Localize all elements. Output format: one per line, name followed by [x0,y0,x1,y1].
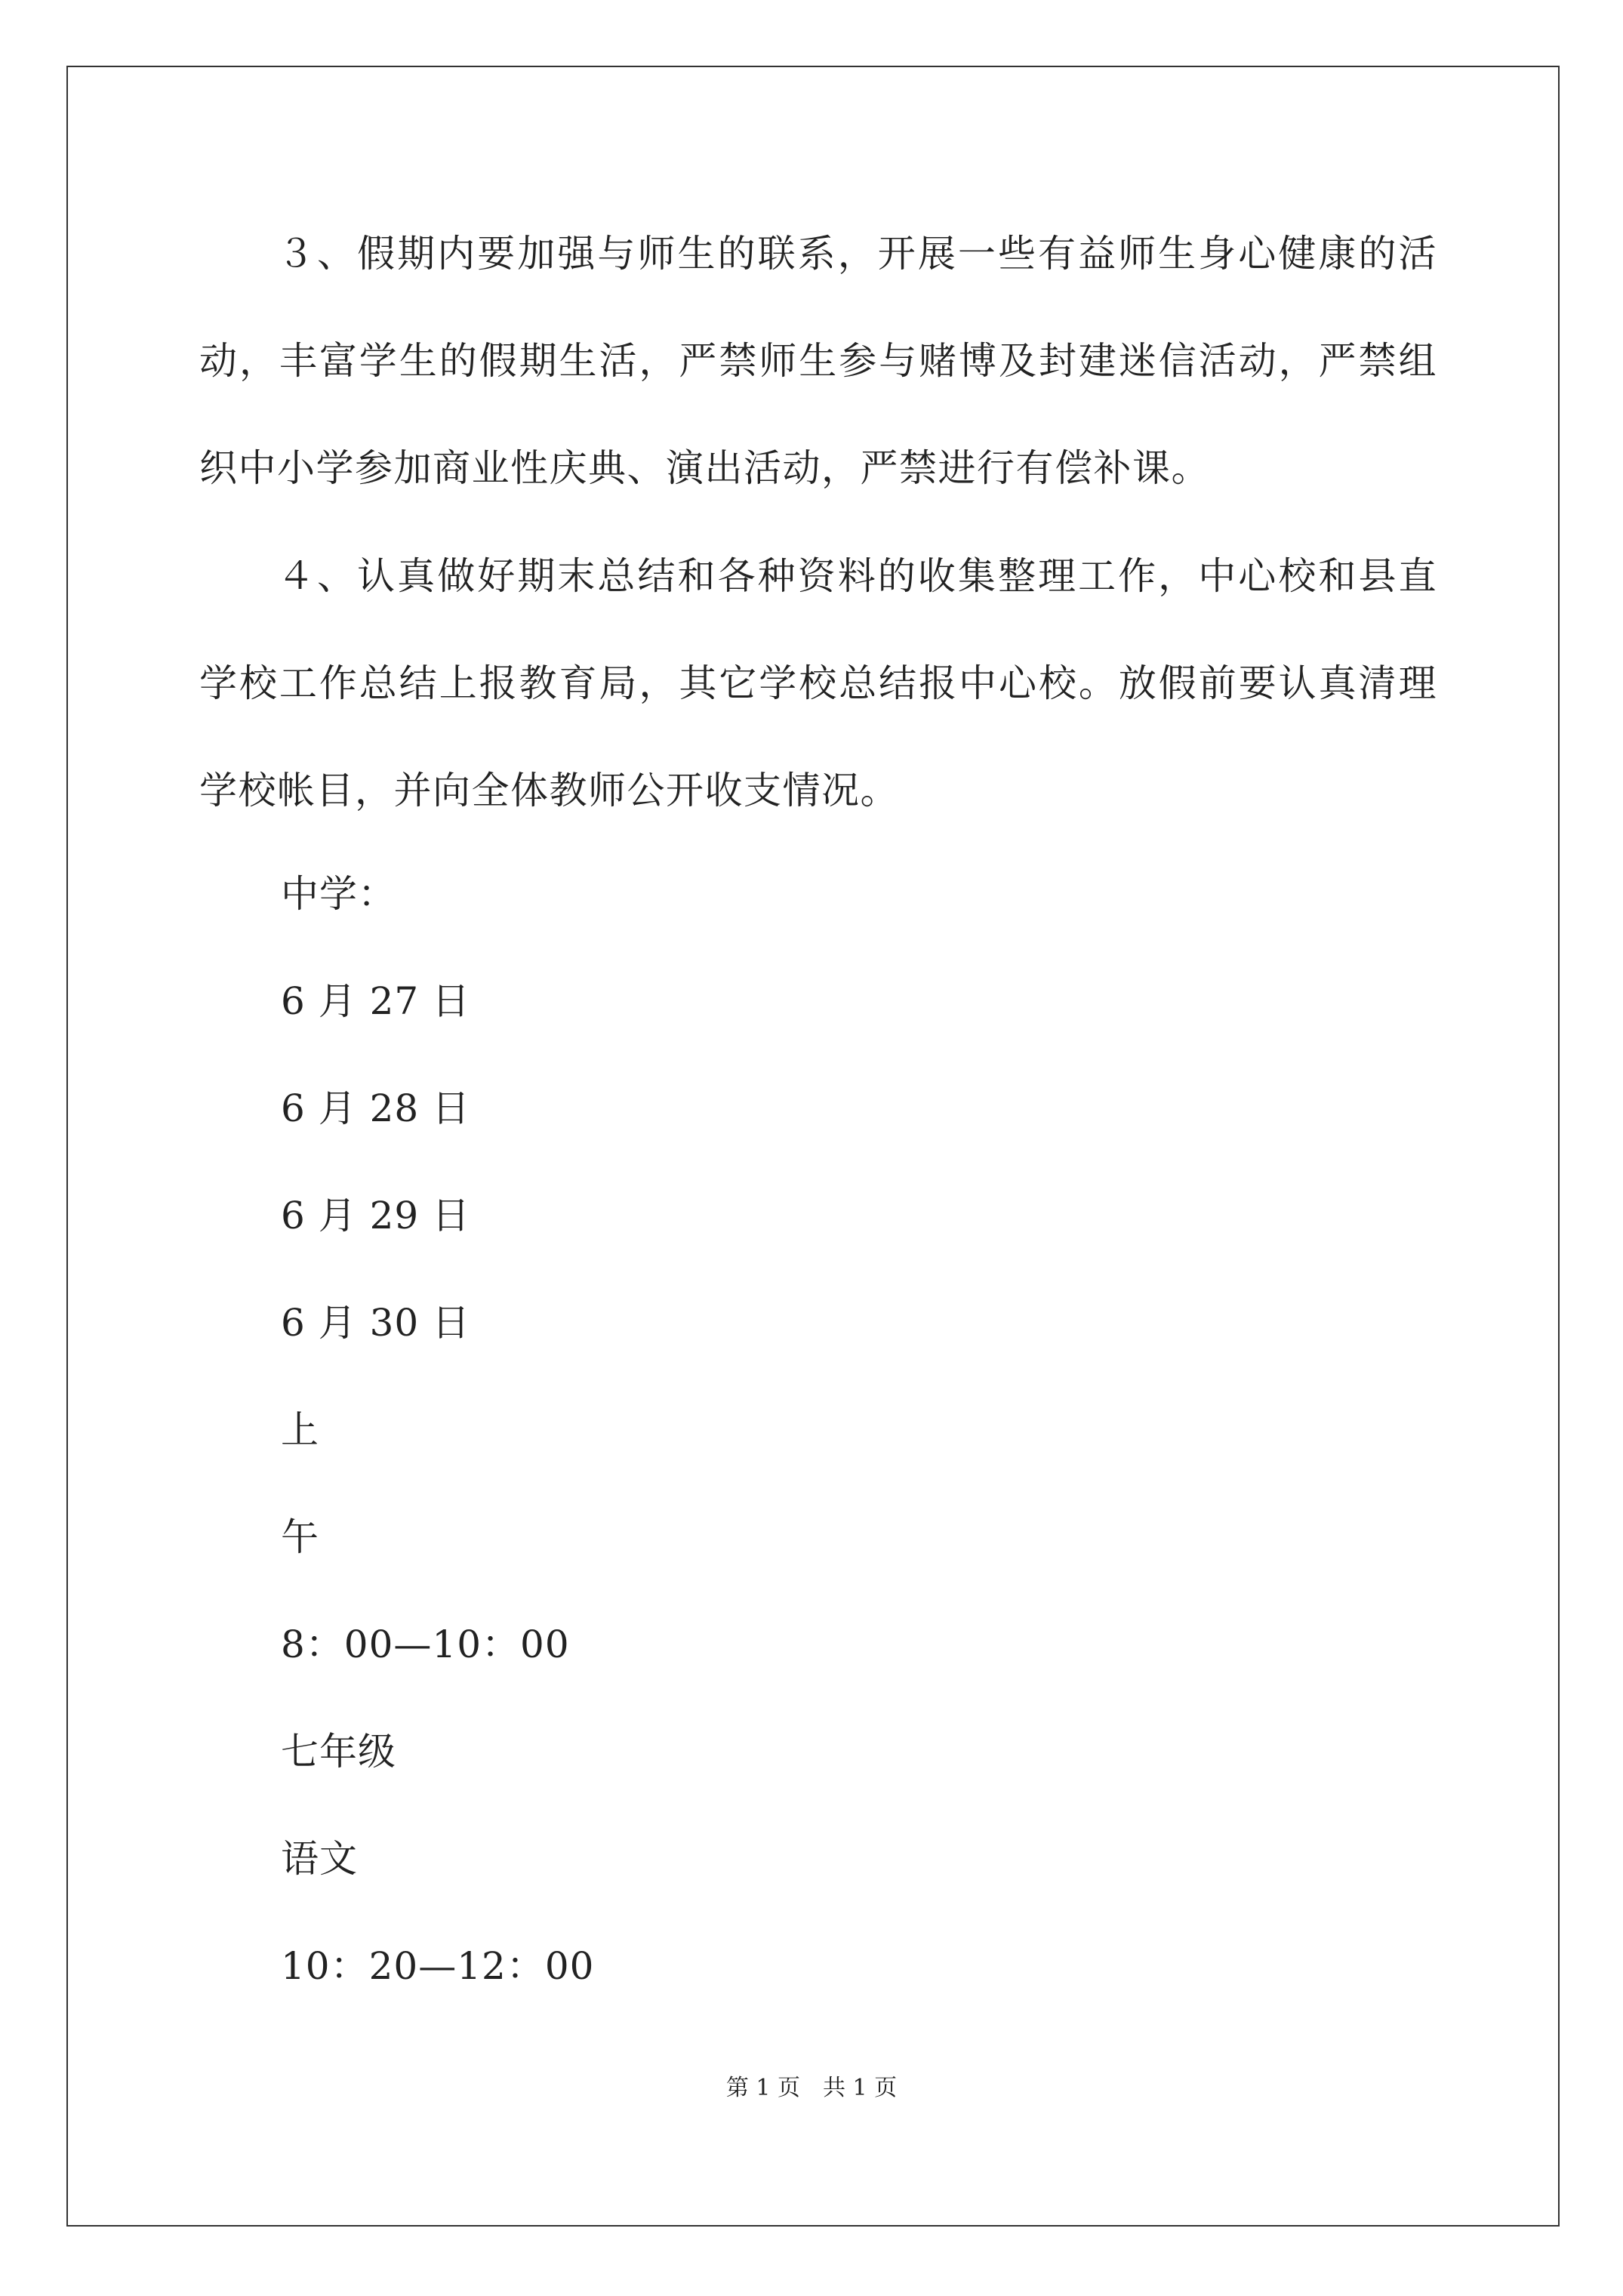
paragraph-item-4: ４、认真做好期末总结和各种资料的收集整理工作，中心校和县直学校工作总结上报教育局，其它学校总结报中心校。放假前要认真清理学校帐目，并向全体教师公开收支情况。 [199,554,1437,812]
page-number-total: 共 1 页 [823,2075,898,2101]
page-footer [0,2073,1623,2103]
schedule-period-char-2: 午 [281,1515,319,1559]
page-number-current: 第 1 页 [725,2075,800,2101]
schedule-date-3: 6 月 29 日 [281,1194,471,1237]
schedule-subject: 语文 [281,1837,358,1881]
schedule-grade: 七年级 [281,1730,396,1774]
schedule-period-char-1: 上 [281,1408,319,1452]
paragraph-item-3: ３、假期内要加强与师生的联系，开展一些有益师生身心健康的活动，丰富学生的假期生活，严禁师生参与赌博及封建迷信活动，严禁组织中小学参加商业性庆典、演出活动，严禁进行有偿补课。 [199,232,1437,490]
schedule-time-1: 8：00—10：00 [281,1623,570,1666]
schedule-date-1: 6 月 27 日 [281,979,471,1023]
schedule-date-4: 6 月 30 日 [281,1301,471,1345]
schedule-date-2: 6 月 28 日 [281,1086,471,1130]
schedule-heading: 中学： [281,872,396,916]
schedule-time-2: 10：20—12：00 [281,1944,595,1988]
